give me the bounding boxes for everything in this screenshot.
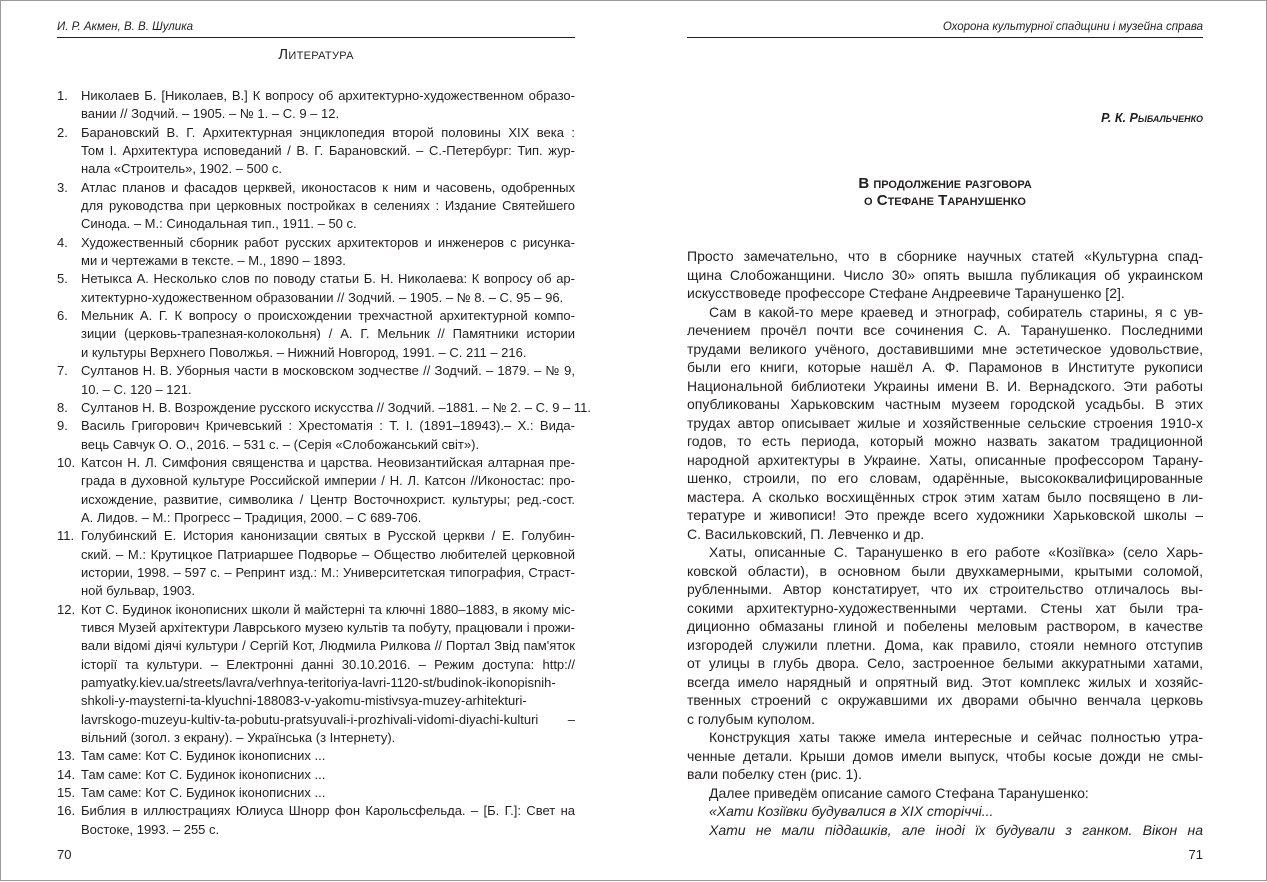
reference-number: 11. (57, 528, 75, 544)
reference-number: 12. (57, 601, 76, 617)
paragraph-line: годов, то есть периода, который можно назвать закатом традиционной (687, 433, 1203, 449)
paragraph-line: были его книги, которые нашёл А. Ф. Парамонов в Институте рукописи (687, 359, 1203, 375)
reference-line: Синода. – М.: Синодальная тип., 1911. – 50 с. (81, 216, 357, 232)
paragraph-line: мастера. А сколько восхищённых строк этим хатам было посвящено в ли- (687, 488, 1203, 505)
reference-item (57, 399, 591, 417)
paragraph-line: С. Васильковский, П. Левченко и др. (687, 525, 925, 542)
paragraph-line: Конструкция хаты также имела интересные и сейчас полностью утра- (709, 729, 1203, 745)
article-title-line: В продолжение разговора (858, 175, 1032, 192)
reference-number: 2. (57, 124, 68, 140)
reference-line: Катсон Н. Л. Симфония священства и царства. Неовизантийская алтарная пре- (81, 454, 575, 470)
reference-line: А. Лидов. – М.: Прогресс – Традиция, 2000. – С 689-706. (81, 509, 422, 525)
reference-line: ми и чертежами в тексте. – М., 1890 – 1893. (81, 253, 346, 269)
paragraph-line: лечением прочёл почти все сочинения С. А. Таранушенко. Последними (687, 322, 1203, 338)
reference-line: вець Савчук О. О., 2016. – 531 с. – (Серія «Слобожанський світ»). (81, 436, 480, 452)
paragraph (687, 802, 1203, 821)
reference-line: хитектурно-художественном образовании // Зодчий. – 1905. – № 8. – С. 95 – 96. (81, 289, 564, 305)
reference-line: вільний (зогол. з екрану). – Українська (з Інтернету). (81, 730, 396, 746)
reference-number: 3. (57, 179, 68, 195)
reference-number: 9. (57, 418, 68, 434)
reference-number: 14. (57, 766, 76, 782)
reference-number: 6. (57, 308, 68, 324)
reference-line: Кот С. Будинок іконописних школи й майстерні та ключні 1880–1883, в якому міс- (81, 601, 575, 617)
article-author: Р. К. Рыбальченко (1101, 111, 1203, 125)
reference-line: Василь Григорович Кричевський : Хрестоматія : Т. I. (1891–18943).– Х.: Вида- (81, 418, 575, 434)
reference-item (57, 802, 575, 839)
reference-line: Там саме: Кот С. Будинок іконописних ... (81, 785, 326, 801)
reference-item (57, 87, 575, 124)
reference-line: исхождение, развитие, символика / Центр Восточнохрист. культуры; ред.-сост. (81, 491, 575, 507)
reference-line: тився Музей архітектури Лаврського музею культів та побуту, працювали і прожи- (81, 619, 575, 635)
reference-line: града в духовной культуре Российской империи / Н. Л. Катсон //Иконостас: про- (81, 473, 575, 489)
reference-item (57, 784, 575, 802)
paragraph-line: шенко, строили, по его словам, одарённые, высококвалифицированные (687, 470, 1203, 486)
paragraph (687, 728, 1203, 784)
reference-line: вании // Зодчий. – 1905. – № 1. – С. 9 – 12. (81, 106, 340, 122)
paragraph-line: «Хати Козіївки будувалися в XIX сторіччі... (709, 803, 994, 819)
reference-line: для руководства при церковных постройках в селениях : Издание Святейшего (81, 198, 575, 214)
reference-item (57, 747, 575, 765)
article-title-line: о Стефане Таранушенко (864, 192, 1026, 209)
reference-line: ной бульвар, 1903. (81, 583, 195, 599)
reference-line: Атлас планов и фасадов церквей, иконостасов к ним и часовень, одобренных (81, 179, 575, 195)
reference-line: Голубинский Е. История канонизации святых в Русской церкви / Е. Голубин- (81, 528, 575, 544)
paragraph-line: от улицы в глубь двора. Село, застроенное белыми аккуратными хатами, (687, 655, 1203, 671)
running-head-left: И. Р. Акмен, В. В. Шулика (57, 21, 575, 38)
reference-number: 10. (57, 454, 76, 470)
paragraph-line: искусствоведе профессоре Стефане Андреевиче Таранушенко [2]. (687, 285, 1125, 301)
reference-number: 7. (57, 363, 68, 379)
reference-number: 13. (57, 748, 76, 764)
paragraph-line: опубликованы Харьковским частным музеем городской усадьбы. В этих (687, 396, 1203, 412)
reference-line: истории, 1998. – 597 с. – Репринт изд.: М.: Университетская типография, Страст- (81, 564, 575, 580)
reference-line: Николаев Б. [Николаев, В.] К вопросу об архитектурно-художественном образо- (81, 88, 575, 103)
reference-item (57, 179, 575, 234)
paragraph-line: тературе и живописи! Это прежде всего художники Харьковской школы – (687, 507, 1203, 523)
paragraph-line: рубленными. Автор констатирует, что их строительство отличалось вы- (687, 581, 1203, 597)
paragraph-line: трудами великого учёного, доставившими мне эстетическое удовольствие, (687, 340, 1203, 357)
paragraph-line: диционно обмазаны глиной и побелены меловым раствором, в качестве (687, 618, 1203, 634)
paragraph-line: Просто замечательно, что в сборнике научных статей «Культурна спад- (687, 248, 1203, 264)
paragraph-line: Хаты, описанные С. Таранушенко в его работе «Козіївка» (село Харь- (709, 544, 1203, 560)
reference-line: pamyatky.kiev.ua/streets/lavra/verhnya-teritoriya-lavri-1120-st/budinok-ikonopisnih- (81, 675, 556, 690)
reference-line: Художественный сборник работ русских архитекторов и инженеров с рисунка- (81, 234, 575, 250)
paragraph-line: щина Слобожанщини. Число 30» опять вышла публикация об украинском (687, 266, 1203, 283)
reference-line: зиции (церковь-трапезная-колокольня) / А. Г. Мельник // Памятники истории (81, 326, 575, 342)
reference-line: lavrskogo-muzeyu-kultiv-ta-pobutu-pratsyuvali-i-prozhivali-vidomi-diyachi-kulturi – (81, 711, 575, 727)
reference-line: історії та культури. – Електронні данні 30.10.2016. – Режим доступа: http:// (81, 656, 575, 672)
reference-list (57, 87, 591, 839)
reference-line: Там саме: Кот С. Будинок іконописних ... (81, 766, 326, 782)
reference-line: Нетыкса А. Несколько слов по поводу статьи Б. Н. Николаева: К вопросу об ар- (81, 271, 575, 287)
reference-number: 4. (57, 234, 68, 250)
reference-line: Мельник А. Г. К вопросу о происхождении трехчастной архитектурной компо- (81, 308, 575, 324)
reference-line: Султанов Н. В. Уборныя части в московском зодчестве // Зодчий. – 1879. – № 9, (81, 363, 575, 379)
left-page (57, 1, 591, 882)
section-title: Литература (278, 46, 354, 63)
reference-line: 10. – С. 120 – 121. (81, 381, 192, 397)
reference-item (57, 124, 575, 179)
paragraph-line: ковской области), в основном были двухкамерными, крытыми соломой, (687, 562, 1203, 579)
reference-number: 1. (57, 88, 68, 103)
reference-line: Там саме: Кот С. Будинок іконописних ... (81, 748, 326, 764)
paragraph (687, 303, 1203, 544)
reference-line: Библия в иллюстрациях Юлиуса Шнорр фон Карольсфельда. – [Б. Г.]: Свет на (81, 803, 575, 819)
reference-line: вали відомі діячі культури / Сергій Кот, Людмила Рилкова // Портал Звід пам'яток (81, 638, 575, 654)
paragraph (687, 784, 1203, 803)
reference-item (57, 417, 575, 454)
reference-item (57, 527, 575, 600)
paragraph-line: Далее приведём описание самого Стефана Таранушенко: (709, 784, 1089, 801)
page-number-right: 71 (1188, 847, 1203, 862)
paragraph-line: изгородей служили плетни. Дома, как правило, стояли немного отступив (687, 636, 1203, 653)
paragraph-line: вали побелку стен (рис. 1). (687, 766, 862, 782)
reference-item (57, 307, 575, 362)
reference-line: и культуры Верхнего Поволжья. – Нижний Новгород, 1991. – С. 211 – 216. (81, 344, 527, 360)
paragraph-line: народной архитектуры в Украине. Хаты, описанные профессором Тарану- (687, 451, 1203, 468)
reference-line: нала «Строитель», 1902. – 500 с. (81, 161, 282, 177)
reference-line: Востоке, 1993. – 255 с. (81, 821, 220, 837)
paragraph (687, 821, 1203, 840)
article-body (687, 247, 1203, 839)
paragraph-line: с голубым куполом. (687, 710, 816, 727)
reference-item (57, 234, 575, 271)
paragraph (687, 543, 1203, 728)
paragraph-line: трудах автор описывает жилые и хозяйственные сельские строения 1910-х (687, 414, 1203, 431)
running-head-right: Охорона культурної спадщини і музейна справа (687, 21, 1203, 38)
reference-number: 5. (57, 271, 68, 287)
reference-number: 8. (57, 399, 68, 415)
reference-number: 16. (57, 803, 76, 819)
reference-line: Султанов Н. В. Возрождение русского искусства // Зодчий. –1881. – № 2. – С. 9 – 11. (81, 399, 591, 415)
paragraph-line: Хати не мали піддашків, але іноді їх будували з ганком. Вікон на (709, 821, 1203, 838)
right-page (687, 1, 1203, 882)
paragraph-line: твенных строений с окружавшими их дворами обычно венчала церковь (687, 692, 1203, 708)
article-title (687, 175, 1203, 209)
reference-line: Том I. Архитектура исповеданий / В. Г. Барановский. – С.-Петербург: Тип. жур- (81, 143, 575, 159)
paragraph-line: сокими архитектурно-художественными чертами. Стены хат были тра- (687, 599, 1203, 616)
reference-item (57, 270, 575, 307)
reference-line: shkoli-y-maysterni-ta-klyuchni-188083-v-yakomu-mistivsya-muzey-arhitekturi- (81, 693, 527, 709)
page-number-left: 70 (57, 847, 72, 862)
reference-line: Барановский В. Г. Архитектурная энциклопедия второй половины XIX века : (81, 124, 575, 140)
paragraph-line: Национальной библиотеки Украины имени В. И. Вернадского. Эти работы (687, 377, 1203, 394)
reference-item (57, 766, 575, 784)
reference-item (57, 601, 575, 748)
paragraph-line: ченные детали. Крыши домов имели выпуск, чтобы косые дожди не смы- (687, 747, 1203, 764)
paragraph-line: всегда имело нарядный и опрятный вид. Этот комплекс жилых и хозяйс- (687, 673, 1203, 690)
paragraph-line: Сам в какой-то мере краевед и этнограф, собиратель старины, я с ув- (709, 303, 1203, 320)
reference-item (57, 454, 575, 527)
paragraph (687, 247, 1203, 303)
reference-number: 15. (57, 785, 76, 801)
reference-line: ский. – М.: Крутицкое Патриаршее Подворье – Общество любителей церковной (81, 546, 575, 562)
reference-item (57, 362, 575, 399)
